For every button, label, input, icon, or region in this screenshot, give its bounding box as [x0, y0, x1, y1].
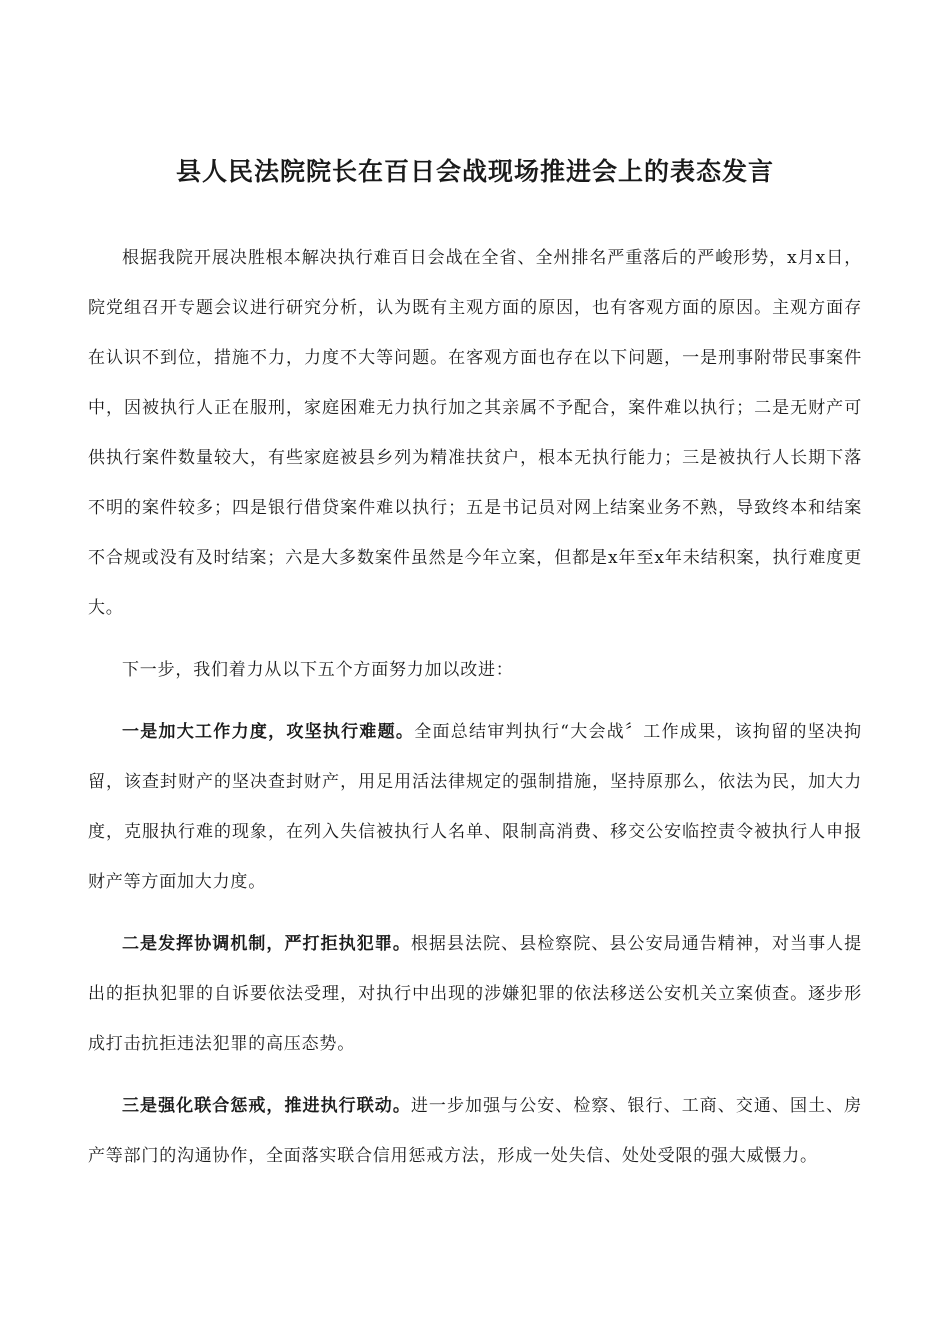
paragraph-text: 下一步，我们着力从以下五个方面努力加以改进：: [122, 660, 514, 680]
paragraph-measure-1: [88, 707, 862, 907]
paragraph-lead: 一是加大工作力度，攻坚执行难题。: [122, 722, 415, 742]
document-body: [88, 233, 862, 1181]
paragraph-text: 根据我院开展决胜根本解决执行难百日会战在全省、全州排名严重落后的严峻形势，x月x日，院党组召开专题会议进行研究分析，认为既有主观方面的原因，也有客观方面的原因。主观方面存在认识不到位，措施不力，力度不大等问题。在客观方面也存在以下问题，一是刑事附带民事案件中，因被执行人正在服刑，家庭困难无力执行加之其亲属不予配合，案件难以执行；二是无财产可供执行案件数量较大，有些家庭被县乡列为精准扶贫户，根本无执行能力；三是被执行人长期下落不明的案件较多；四是银行借贷案件难以执行；五是书记员对网上结案业务不熟，导致终本和结案不合规或没有及时结案；六是大多数案件虽然是今年立案，但都是x年至x年未结积案，执行难度更大。: [88, 248, 862, 618]
paragraph-text: 全面总结审判执行“大会战〞工作成果，该拘留的坚决拘留，该查封财产的坚决查封财产，用足用活法律规定的强制措施，坚持原那么，依法为民，加大力度，克服执行难的现象，在列入失信被执行人名单、限制高消费、移交公安临控责令被执行人申报财产等方面加大力度。: [88, 722, 862, 892]
document-title: 县人民法院院长在百日会战现场推进会上的表态发言: [175, 157, 774, 186]
paragraph-measure-2: [88, 919, 862, 1069]
paragraph-text: 进一步加强与公安、检察、银行、工商、交通、国土、房产等部门的沟通协作，全面落实联合信用惩戒方法，形成一处失信、处处受限的强大威慑力。: [88, 1096, 862, 1166]
paragraph-lead: 二是发挥协调机制，严打拒执犯罪。: [122, 934, 411, 954]
paragraph-situation: [88, 233, 862, 633]
paragraph-lead: 三是强化联合惩戒，推进执行联动。: [122, 1096, 411, 1116]
paragraph-next-steps: [88, 645, 862, 695]
paragraph-measure-3: [88, 1081, 862, 1181]
paragraph-text: 根据县法院、县检察院、县公安局通告精神，对当事人提出的拒执犯罪的自诉要依法受理，对执行中出现的涉嫌犯罪的依法移送公安机关立案侦查。逐步形成打击抗拒违法犯罪的高压态势。: [88, 934, 862, 1054]
